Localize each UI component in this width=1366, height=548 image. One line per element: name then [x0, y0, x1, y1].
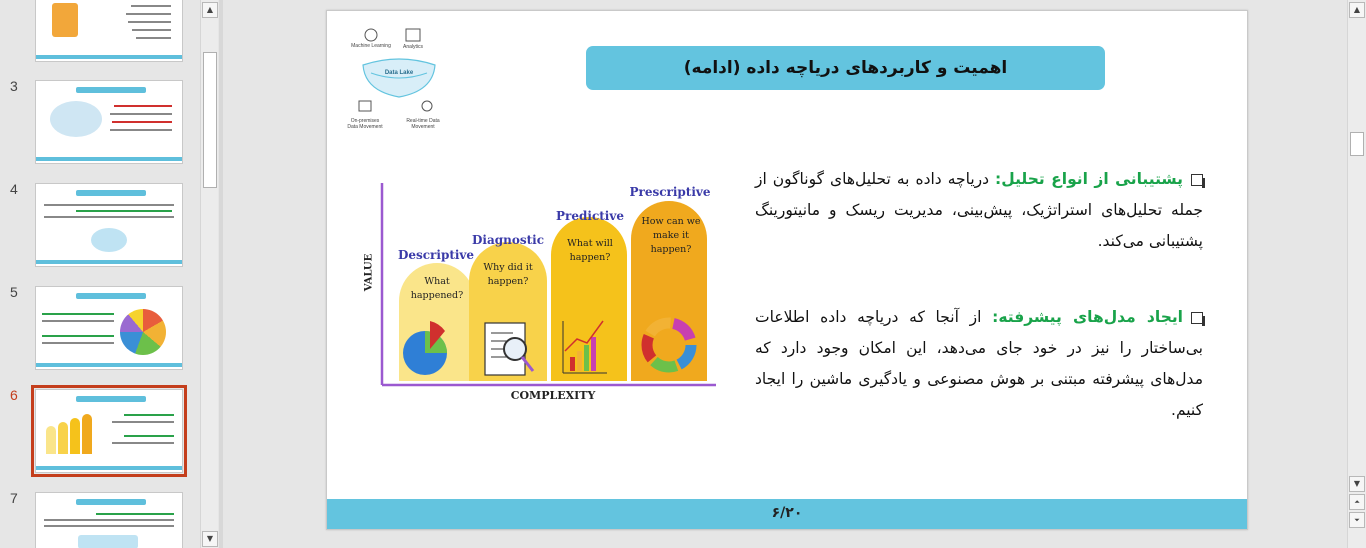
data-lake-label: Data Lake	[384, 70, 414, 76]
analytics-types-figure	[363, 181, 723, 413]
slide-thumbnail-7[interactable]	[35, 492, 183, 548]
data-lake-figure	[343, 25, 453, 137]
slide-thumbnail-4[interactable]	[35, 183, 183, 267]
bullet-heading: پشتیبانی از انواع تحلیل:	[995, 170, 1183, 188]
page-number: ۶/۲۰	[771, 505, 803, 521]
slide-thumbnail-5[interactable]	[35, 286, 183, 370]
scrollbar-thumb[interactable]	[203, 52, 217, 188]
thumbnail-number: 3	[10, 78, 18, 94]
bullet-text: از آنجا که دریاچه داده اطلاعات بی‌ساختار را نیز در خود جای می‌دهد، این امکان وجود دارد که مدل‌های پیشرفته مبتنی بر هوش مصنوعی و یادگیری ماشین را ایجاد کنیم.	[755, 308, 1203, 419]
pie-graphic	[120, 309, 166, 355]
big-data-graphic	[91, 228, 127, 252]
slide-thumbnail-6-selected[interactable]	[35, 389, 183, 473]
slide-scrollbar[interactable]	[1347, 0, 1366, 548]
bullet-heading: ایجاد مدل‌های پیشرفته:	[992, 308, 1183, 326]
slide-canvas[interactable]	[326, 10, 1248, 530]
slide-thumbnail-2[interactable]	[35, 0, 183, 62]
diagnostic-label: Diagnostic	[471, 233, 545, 247]
complexity-axis-label: COMPLEXITY	[510, 389, 596, 402]
scroll-up-button[interactable]: ▲	[1349, 2, 1365, 18]
scroll-up-button[interactable]: ▲	[202, 2, 218, 18]
slide-title[interactable]: اهمیت و کاربردهای دریاچه داده (ادامه)	[586, 46, 1105, 90]
checkbox-bullet-icon	[1191, 312, 1203, 324]
thumbnail-number: 4	[10, 181, 18, 197]
descriptive-label: Descriptive	[397, 248, 475, 262]
scroll-down-button[interactable]: ▼	[1349, 476, 1365, 492]
prescriptive-label: Prescriptive	[629, 185, 711, 199]
thumbnail-number: 6	[10, 387, 18, 403]
diagram-graphic	[50, 101, 102, 137]
bullet-analytics-support[interactable]	[755, 164, 1203, 257]
previous-slide-button[interactable]: ⏶	[1349, 494, 1365, 510]
slide-thumbnail-3[interactable]	[35, 80, 183, 164]
thumbnail-scrollbar[interactable]	[200, 0, 218, 548]
real-time-label: Real-time Data Movement	[406, 118, 440, 130]
bullet-text: دریاچه داده به تحلیل‌های گوناگون از جمله تحلیل‌های استراتژیک، پیش‌بینی، مدیریت ریسک و مانیتورینگ پشتیبانی می‌کند.	[755, 170, 1203, 250]
prescriptive-question: How can we make it happen?	[641, 216, 701, 255]
slide-footer	[327, 499, 1247, 529]
thumbnail-number: 5	[10, 284, 18, 300]
predictive-question: What will happen?	[567, 238, 613, 263]
on-premises-label: On-premises Data Movement	[347, 118, 383, 130]
scroll-down-button[interactable]: ▼	[202, 531, 218, 547]
value-axis-label: VALUE	[363, 253, 375, 292]
checkbox-bullet-icon	[1191, 174, 1203, 186]
predictive-label: Predictive	[556, 209, 624, 223]
next-slide-button[interactable]: ⏷	[1349, 512, 1365, 528]
slide-thumbnail-pane	[0, 0, 200, 548]
analytics-label: Analytics	[402, 44, 423, 50]
bullet-advanced-models[interactable]	[755, 302, 1203, 426]
diagnostic-question: Why did it happen?	[483, 262, 533, 287]
scrollbar-thumb[interactable]	[1350, 132, 1364, 156]
clipboard-icon	[52, 3, 78, 37]
machine-learning-label: Machine Learning	[351, 43, 391, 49]
thumbnail-number: 7	[10, 490, 18, 506]
descriptive-question: What happened?	[410, 276, 464, 301]
